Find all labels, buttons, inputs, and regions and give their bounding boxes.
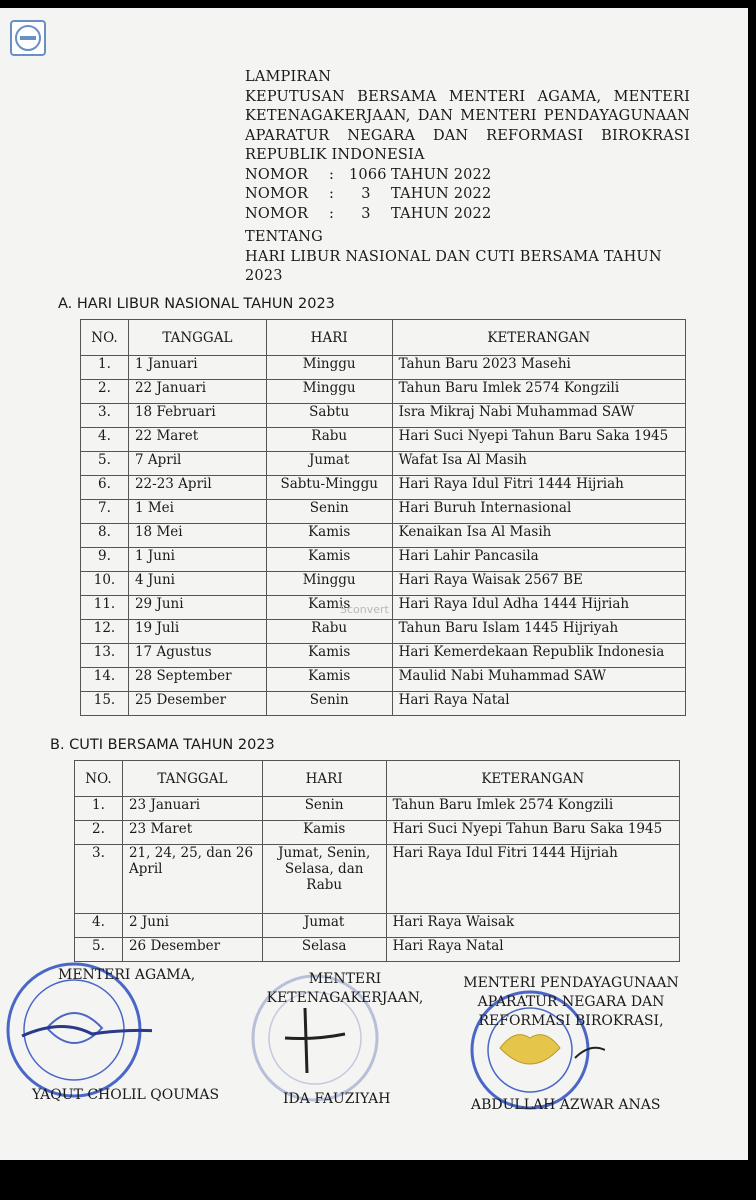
cell-hari: Kamis	[266, 596, 392, 620]
cell-tanggal: 23 Januari	[122, 797, 262, 821]
cell-keterangan: Hari Raya Idul Fitri 1444 Hijriah	[392, 476, 685, 500]
decree-line-4: REPUBLIK INDONESIA	[245, 147, 425, 163]
cell-hari: Kamis	[266, 668, 392, 692]
nomor-line-3: NOMOR : 3 TAHUN 2022	[245, 205, 492, 222]
decree-line-2: KETENAGAKERJAAN, DAN MENTERI PENDAYAGUNAAN	[245, 108, 690, 124]
table-row	[75, 797, 680, 821]
cell-hari: Kamis	[266, 548, 392, 572]
cell-hari: Senin	[266, 500, 392, 524]
table-row	[75, 845, 680, 914]
cell-tanggal: 17 Agustus	[128, 644, 266, 668]
lampiran-label: LAMPIRAN	[245, 69, 332, 85]
table-row	[81, 428, 686, 452]
cell-no: 5.	[75, 938, 123, 962]
cell-tanggal: 2 Juni	[122, 914, 262, 938]
signature-title-agama: MENTERI AGAMA,	[58, 967, 196, 983]
cell-keterangan: Maulid Nabi Muhammad SAW	[392, 668, 685, 692]
cell-keterangan: Hari Raya Idul Fitri 1444 Hijriah	[386, 845, 679, 914]
cell-tanggal: 23 Maret	[122, 821, 262, 845]
cell-hari: Jumat	[262, 914, 386, 938]
watermark-text: Sconvert	[340, 603, 389, 616]
cell-no: 12.	[81, 620, 129, 644]
table-row	[81, 692, 686, 716]
cell-hari: Minggu	[266, 572, 392, 596]
cuti-bersama-table	[74, 760, 680, 962]
cell-keterangan: Hari Lahir Pancasila	[392, 548, 685, 572]
cell-tanggal: 25 Desember	[128, 692, 266, 716]
decree-subject: HARI LIBUR NASIONAL DAN CUTI BERSAMA TAHUN 2023	[245, 248, 662, 284]
table-header-row	[81, 320, 686, 356]
col-header-hari: HARI	[266, 320, 392, 356]
cell-tanggal: 28 September	[128, 668, 266, 692]
nomor-line-1: NOMOR : 1066 TAHUN 2022	[245, 166, 492, 183]
cell-tanggal: 21, 24, 25, dan 26 April	[122, 845, 262, 914]
col-header-tanggal: TANGGAL	[128, 320, 266, 356]
col-header-hari: HARI	[262, 761, 386, 797]
cell-tanggal: 18 Februari	[128, 404, 266, 428]
cell-no: 9.	[81, 548, 129, 572]
col-header-no: NO.	[81, 320, 129, 356]
cell-hari: Jumat	[266, 452, 392, 476]
cell-tanggal: 22-23 April	[128, 476, 266, 500]
holiday-table	[80, 319, 686, 716]
cell-tanggal: 22 Januari	[128, 380, 266, 404]
cell-tanggal: 7 April	[128, 452, 266, 476]
cell-hari: Sabtu	[266, 404, 392, 428]
table-row	[81, 620, 686, 644]
table-row	[75, 821, 680, 845]
cell-hari: Senin	[262, 797, 386, 821]
table-row	[75, 938, 680, 962]
col-header-tanggal: TANGGAL	[122, 761, 262, 797]
cell-keterangan: Tahun Baru Imlek 2574 Kongzili	[386, 797, 679, 821]
cell-hari: Rabu	[266, 428, 392, 452]
nomor-line-2: NOMOR : 3 TAHUN 2022	[245, 186, 492, 202]
cell-no: 7.	[81, 500, 129, 524]
cell-no: 2.	[75, 821, 123, 845]
cell-no: 4.	[75, 914, 123, 938]
cell-hari: Kamis	[262, 821, 386, 845]
table-row	[81, 644, 686, 668]
cell-tanggal: 18 Mei	[128, 524, 266, 548]
cell-keterangan: Tahun Baru 2023 Masehi	[392, 356, 685, 380]
cell-no: 15.	[81, 692, 129, 716]
section-b-title: B. CUTI BERSAMA TAHUN 2023	[50, 737, 275, 753]
cell-keterangan: Hari Raya Idul Adha 1444 Hijriah	[392, 596, 685, 620]
col-header-no: NO.	[75, 761, 123, 797]
cell-hari: Minggu	[266, 356, 392, 380]
table-row	[81, 452, 686, 476]
cell-no: 1.	[81, 356, 129, 380]
cell-hari: Kamis	[266, 524, 392, 548]
cell-tanggal: 1 Januari	[128, 356, 266, 380]
cell-hari: Rabu	[266, 620, 392, 644]
cell-no: 5.	[81, 452, 129, 476]
cell-no: 3.	[81, 404, 129, 428]
cell-no: 6.	[81, 476, 129, 500]
document-header	[245, 68, 690, 287]
cell-no: 10.	[81, 572, 129, 596]
cell-tanggal: 1 Mei	[128, 500, 266, 524]
cell-tanggal: 19 Juli	[128, 620, 266, 644]
table-row	[81, 476, 686, 500]
cell-hari: Senin	[266, 692, 392, 716]
table-row	[81, 548, 686, 572]
cell-keterangan: Hari Buruh Internasional	[392, 500, 685, 524]
table-row	[81, 404, 686, 428]
cell-tanggal: 29 Juni	[128, 596, 266, 620]
table-row	[81, 356, 686, 380]
signature-title-ketenagakerjaan: MENTERI KETENAGAKERJAAN,	[266, 971, 424, 1006]
cell-hari: Selasa	[262, 938, 386, 962]
cell-keterangan: Tahun Baru Islam 1445 Hijriyah	[392, 620, 685, 644]
cell-tanggal: 4 Juni	[128, 572, 266, 596]
cell-no: 11.	[81, 596, 129, 620]
cell-keterangan: Wafat Isa Al Masih	[392, 452, 685, 476]
cell-hari: Jumat, Senin, Selasa, dan Rabu	[262, 845, 386, 914]
signature-title-panrb: MENTERI PENDAYAGUNAAN APARATUR NEGARA DAN REFORMASI BIROKRASI,	[463, 975, 679, 1029]
col-header-keterangan: KETERANGAN	[392, 320, 685, 356]
cell-no: 1.	[75, 797, 123, 821]
cell-keterangan: Hari Raya Waisak	[386, 914, 679, 938]
cell-no: 13.	[81, 644, 129, 668]
cell-no: 8.	[81, 524, 129, 548]
table-row	[81, 500, 686, 524]
cell-keterangan: Hari Suci Nyepi Tahun Baru Saka 1945	[392, 428, 685, 452]
cell-keterangan: Hari Suci Nyepi Tahun Baru Saka 1945	[386, 821, 679, 845]
tentang-label: TENTANG	[245, 229, 323, 245]
cell-no: 14.	[81, 668, 129, 692]
cell-tanggal: 1 Juni	[128, 548, 266, 572]
decree-line-3: APARATUR NEGARA DAN REFORMASI BIROKRASI	[245, 127, 690, 144]
cell-hari: Minggu	[266, 380, 392, 404]
decree-line-1: KEPUTUSAN BERSAMA MENTERI AGAMA, MENTERI	[245, 88, 690, 105]
cell-keterangan: Tahun Baru Imlek 2574 Kongzili	[392, 380, 685, 404]
signatory-name-agama: YAQUT CHOLIL QOUMAS	[32, 1087, 220, 1103]
cell-keterangan: Hari Raya Waisak 2567 BE	[392, 572, 685, 596]
table-row	[81, 572, 686, 596]
table-row	[81, 380, 686, 404]
cell-tanggal: 26 Desember	[122, 938, 262, 962]
document-page	[0, 8, 748, 1160]
cell-keterangan: Kenaikan Isa Al Masih	[392, 524, 685, 548]
cell-no: 3.	[75, 845, 123, 914]
cell-keterangan: Isra Mikraj Nabi Muhammad SAW	[392, 404, 685, 428]
table-row	[81, 668, 686, 692]
cell-no: 4.	[81, 428, 129, 452]
app-logo-icon[interactable]	[10, 20, 46, 56]
cell-keterangan: Hari Raya Natal	[392, 692, 685, 716]
cell-hari: Kamis	[266, 644, 392, 668]
cell-hari: Sabtu-Minggu	[266, 476, 392, 500]
cell-no: 2.	[81, 380, 129, 404]
col-header-keterangan: KETERANGAN	[386, 761, 679, 797]
signatory-name-panrb: ABDULLAH AZWAR ANAS	[471, 1097, 661, 1113]
table-row	[81, 524, 686, 548]
table-row	[75, 914, 680, 938]
cell-keterangan: Hari Raya Natal	[386, 938, 679, 962]
signatory-name-ketenagakerjaan: IDA FAUZIYAH	[283, 1091, 391, 1107]
cell-keterangan: Hari Kemerdekaan Republik Indonesia	[392, 644, 685, 668]
table-header-row	[75, 761, 680, 797]
cell-tanggal: 22 Maret	[128, 428, 266, 452]
section-a-title: A. HARI LIBUR NASIONAL TAHUN 2023	[58, 296, 335, 312]
